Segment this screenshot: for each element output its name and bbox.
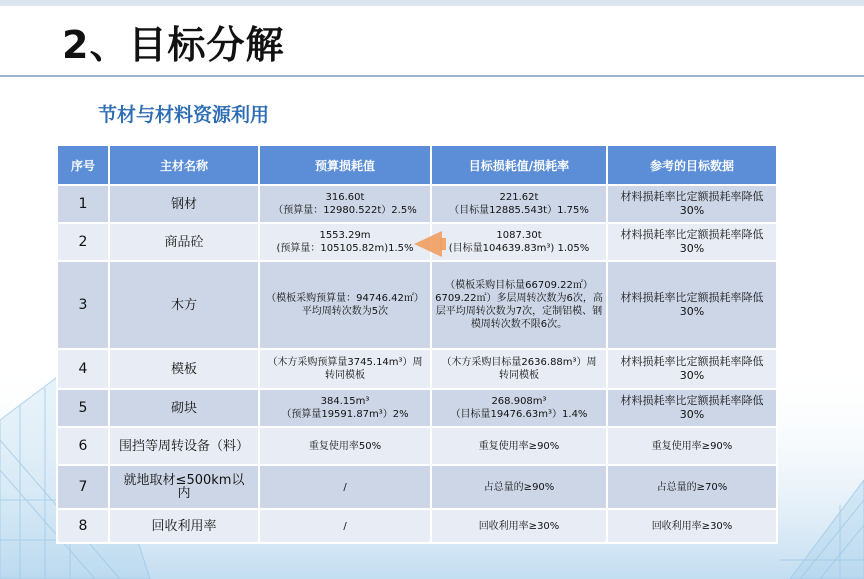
- cell-line: 材料损耗率比定额损耗率降低: [620, 355, 764, 368]
- cell-line: （木方采购目标量2636.88m³）周: [441, 357, 597, 368]
- cell-reference: [607, 261, 777, 349]
- speaker-pointer-icon: [412, 229, 448, 259]
- cell-material-name: 模板: [109, 349, 259, 389]
- cell-line: 1553.29m: [319, 230, 371, 241]
- cell-target: [431, 261, 607, 349]
- table-row: [57, 509, 777, 543]
- cell-line: （目标量12885.543t）1.75%: [449, 205, 589, 216]
- cell-line: 材料损耗率比定额损耗率降低: [620, 228, 764, 241]
- cell-line: 平均周转次数为5次: [301, 306, 389, 317]
- cell-no: 2: [57, 223, 109, 261]
- cell-target: [431, 185, 607, 223]
- cell-line: 材料损耗率比定额损耗率降低: [620, 291, 764, 304]
- cell-material-name: 商品砼: [109, 223, 259, 261]
- cell-line: 30%: [679, 242, 705, 255]
- cell-line: 384.15m³: [320, 396, 370, 407]
- cell-reference: [607, 223, 777, 261]
- cell-reference: 回收利用率≥30%: [607, 509, 777, 543]
- cell-line: 268.908m³: [491, 396, 547, 407]
- cell-line: （目标量19476.63m³）1.4%: [450, 409, 588, 420]
- table-row: [57, 465, 777, 509]
- cell-material-name: 钢材: [109, 185, 259, 223]
- table-row: [57, 389, 777, 427]
- cell-no: 6: [57, 427, 109, 465]
- cell-reference: 重复使用率≥90%: [607, 427, 777, 465]
- table-row: [57, 185, 777, 223]
- cell-line: 1087.30t: [496, 230, 542, 241]
- cell-budget: /: [259, 465, 431, 509]
- section-subtitle: 节材与材料资源利用: [98, 104, 270, 126]
- cell-line: (预算量：105105.82m)1.5%: [276, 243, 414, 254]
- cell-no: 3: [57, 261, 109, 349]
- header-reference-data: 参考的目标数据: [607, 145, 777, 185]
- cell-material-name: 砌块: [109, 389, 259, 427]
- cell-no: 5: [57, 389, 109, 427]
- cell-target: [431, 349, 607, 389]
- cell-material-name: 围挡等周转设备（料）: [109, 427, 259, 465]
- material-target-table: [56, 144, 778, 544]
- cell-material-name: 木方: [109, 261, 259, 349]
- cell-line: （木方采购预算量3745.14m³）周: [267, 357, 423, 368]
- cell-budget: [259, 223, 431, 261]
- cell-line: 30%: [679, 408, 705, 421]
- header-target-loss: 目标损耗值/损耗率: [431, 145, 607, 185]
- cell-line: （预算量19591.87m³）2%: [281, 409, 409, 420]
- cell-line: 221.62t: [499, 192, 539, 203]
- cell-reference: 占总量的≥70%: [607, 465, 777, 509]
- cell-line: 30%: [679, 369, 705, 382]
- title-divider: [0, 75, 864, 77]
- header-material-name: 主材名称: [109, 145, 259, 185]
- cell-target: 占总量的≥90%: [431, 465, 607, 509]
- header-no: 序号: [57, 145, 109, 185]
- cell-line: 30%: [679, 305, 705, 318]
- cell-no: 1: [57, 185, 109, 223]
- header-budget-loss: 预算损耗值: [259, 145, 431, 185]
- table-row: [57, 261, 777, 349]
- cell-no: 4: [57, 349, 109, 389]
- cell-budget: 重复使用率50%: [259, 427, 431, 465]
- cell-target: 回收利用率≥30%: [431, 509, 607, 543]
- cell-budget: [259, 389, 431, 427]
- cell-no: 7: [57, 465, 109, 509]
- target-table-container: [56, 144, 776, 544]
- table-header-row: [57, 145, 777, 185]
- cell-budget: [259, 261, 431, 349]
- cell-material-name: 回收利用率: [109, 509, 259, 543]
- cell-line: 材料损耗率比定额损耗率降低: [620, 190, 764, 203]
- cell-budget: [259, 349, 431, 389]
- cell-line: 就地取材≤500km以: [123, 473, 245, 488]
- cell-line: 内: [177, 486, 191, 501]
- cell-reference: [607, 389, 777, 427]
- page-title: 2、目标分解: [62, 23, 285, 67]
- cell-target: [431, 389, 607, 427]
- cell-reference: [607, 349, 777, 389]
- cell-line: （模板采购预算量：94746.42㎡）: [266, 293, 424, 304]
- cell-target: [431, 223, 607, 261]
- cell-line: 316.60t: [325, 192, 365, 203]
- cell-material-name: [109, 465, 259, 509]
- cell-no: 8: [57, 509, 109, 543]
- cell-line: 材料损耗率比定额损耗率降低: [620, 394, 764, 407]
- table-row: [57, 349, 777, 389]
- cell-line: 转同模板: [499, 370, 539, 381]
- table-row: [57, 427, 777, 465]
- cell-budget: [259, 185, 431, 223]
- cell-budget: /: [259, 509, 431, 543]
- cell-line: 转同模板: [325, 370, 365, 381]
- cell-line: （预算量：12980.522t）2.5%: [273, 205, 417, 216]
- cell-line: 30%: [679, 204, 705, 217]
- cell-reference: [607, 185, 777, 223]
- cell-line: (目标量104639.83m³) 1.05%: [448, 243, 590, 254]
- cell-paragraph: （模板采购目标量66709.22㎡）6709.22㎡）多层周转次数为6次，高层平均周转次数为7次，定制铝模、钢模周转次数不限6次。: [435, 280, 603, 330]
- cell-target: 重复使用率≥90%: [431, 427, 607, 465]
